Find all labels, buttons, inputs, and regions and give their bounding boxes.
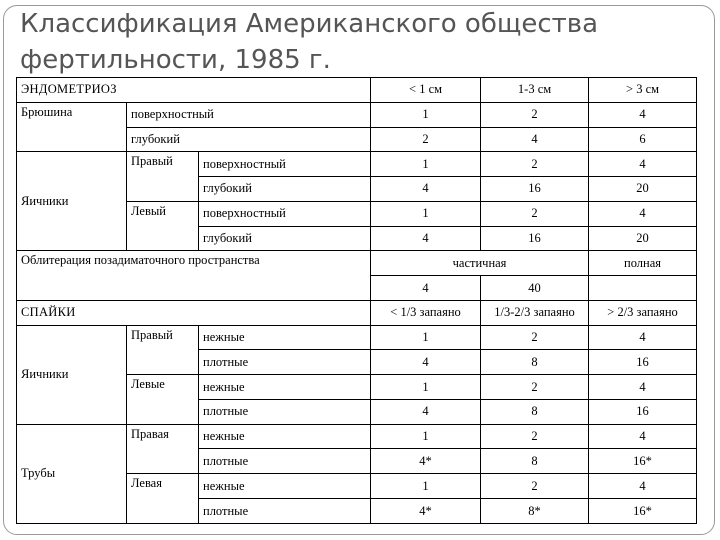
obliteration-complete-score: 40: [481, 276, 589, 301]
tube-right-label: Правая: [127, 424, 199, 474]
score-cell: 16*: [589, 499, 697, 524]
score-cell: 1: [371, 201, 481, 226]
ovary-left-label: Левый: [127, 201, 199, 251]
score-cell: 16*: [589, 449, 697, 474]
score-cell: 4*: [371, 499, 481, 524]
score-cell: 4: [371, 226, 481, 251]
peritoneum-label: Брюшина: [17, 102, 127, 152]
adhesion-ovaries-label: Яичники: [17, 325, 127, 424]
score-cell: 16: [481, 177, 589, 202]
depth-label: глубокий: [199, 226, 371, 251]
score-cell: 1: [371, 375, 481, 400]
depth-label: поверхностный: [199, 152, 371, 177]
score-cell: 8: [481, 449, 589, 474]
obliteration-complete-label: полная: [589, 251, 697, 276]
adhesion-ovary-left-label: Левые: [127, 375, 199, 425]
score-cell: 16: [481, 226, 589, 251]
score-cell: 2: [371, 127, 481, 152]
score-cell: 1: [371, 102, 481, 127]
adhesion-type-label: нежные: [199, 375, 371, 400]
size-header-large: > 3 см: [589, 78, 697, 103]
score-cell: 4: [589, 325, 697, 350]
score-cell: 2: [481, 474, 589, 499]
adhesions-header: СПАЙКИ: [17, 300, 371, 325]
score-cell: 2: [481, 102, 589, 127]
score-cell: 1: [371, 474, 481, 499]
peritoneum-depth-label: поверхностный: [127, 102, 371, 127]
score-cell: 1: [371, 325, 481, 350]
score-cell: 16: [589, 399, 697, 424]
tube-left-label: Левая: [127, 474, 199, 524]
score-cell: 2: [481, 152, 589, 177]
adhesion-type-label: плотные: [199, 350, 371, 375]
score-cell: 4: [371, 350, 481, 375]
score-cell: 4: [371, 177, 481, 202]
depth-label: глубокий: [199, 177, 371, 202]
obliteration-label: Облитерация позадиматочного пространства: [17, 251, 371, 301]
size-header-medium: 1-3 см: [481, 78, 589, 103]
score-cell: 8: [481, 350, 589, 375]
adhesion-type-label: нежные: [199, 325, 371, 350]
score-cell: 4*: [371, 449, 481, 474]
obliteration-partial-score: 4: [371, 276, 481, 301]
depth-label: поверхностный: [199, 201, 371, 226]
score-cell: 4: [589, 102, 697, 127]
score-cell: 20: [589, 226, 697, 251]
score-cell: 16: [589, 350, 697, 375]
adhesion-type-label: плотные: [199, 449, 371, 474]
adhesion-tubes-label: Трубы: [17, 424, 127, 523]
slide-title: Классификация Американского общества фертильности, 1985 г.: [20, 9, 599, 75]
score-cell: 4: [589, 424, 697, 449]
size-header-small: < 1 см: [371, 78, 481, 103]
score-cell: 4: [481, 127, 589, 152]
endometriosis-header: ЭНДОМЕТРИОЗ: [17, 78, 371, 103]
score-cell: 4: [589, 201, 697, 226]
score-cell: 4: [589, 375, 697, 400]
empty-cell: [589, 276, 697, 301]
adhesion-type-label: плотные: [199, 399, 371, 424]
ovaries-label: Яичники: [17, 152, 127, 251]
score-cell: 20: [589, 177, 697, 202]
score-cell: 4: [589, 474, 697, 499]
coverage-header-mid: 1/3-2/3 запаяно: [481, 300, 589, 325]
classification-table: [16, 77, 697, 524]
coverage-header-high: > 2/3 запаяно: [589, 300, 697, 325]
score-cell: 8*: [481, 499, 589, 524]
score-cell: 1: [371, 152, 481, 177]
obliteration-partial-label: частичная: [371, 251, 589, 276]
peritoneum-depth-label: глубокий: [127, 127, 371, 152]
score-cell: 4: [589, 152, 697, 177]
adhesion-type-label: нежные: [199, 424, 371, 449]
score-cell: 2: [481, 424, 589, 449]
adhesion-type-label: нежные: [199, 474, 371, 499]
score-cell: 2: [481, 201, 589, 226]
ovary-right-label: Правый: [127, 152, 199, 202]
score-cell: 1: [371, 424, 481, 449]
score-cell: 6: [589, 127, 697, 152]
score-cell: 2: [481, 375, 589, 400]
adhesion-ovary-right-label: Правый: [127, 325, 199, 375]
adhesion-type-label: плотные: [199, 499, 371, 524]
score-cell: 2: [481, 325, 589, 350]
score-cell: 4: [371, 399, 481, 424]
score-cell: 8: [481, 399, 589, 424]
coverage-header-low: < 1/3 запаяно: [371, 300, 481, 325]
